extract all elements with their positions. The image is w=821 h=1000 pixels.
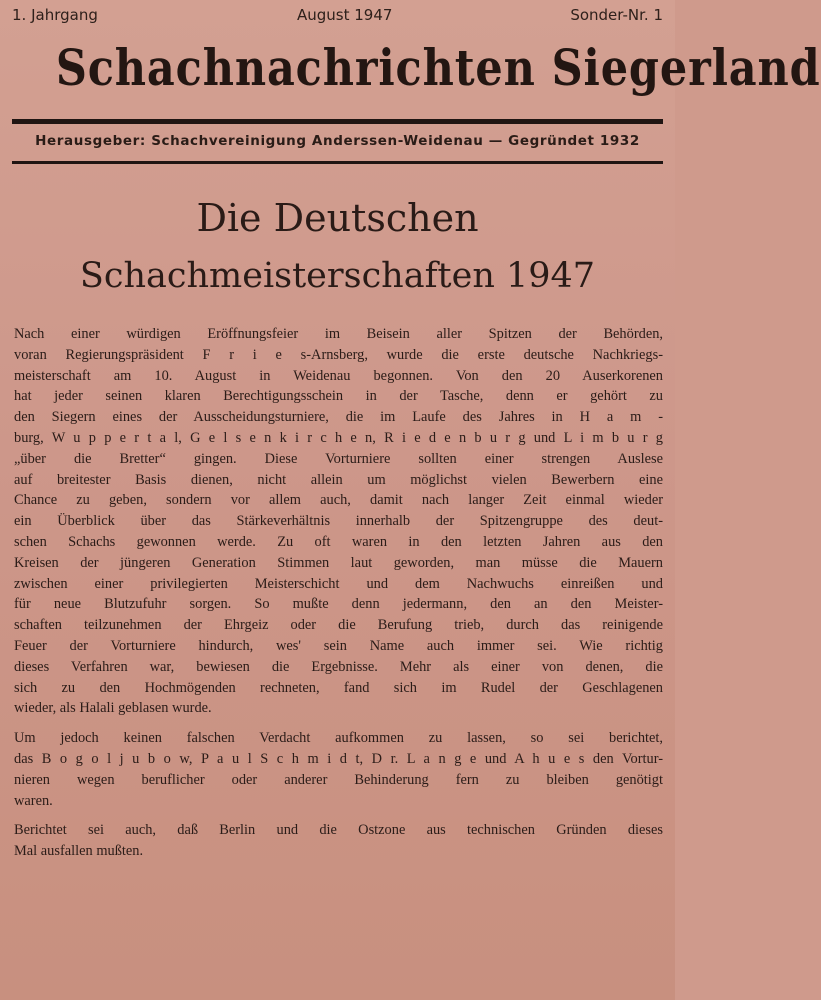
issue-number: Sonder-Nr. 1	[570, 6, 663, 24]
article-line: ein Überblick über das Stärkeverhältnis innerhalb der Spitzengruppe des deut-	[14, 513, 663, 530]
article-line: schen Schachs gewonnen werde. Zu oft waren in den letzten Jahren aus den	[14, 533, 663, 550]
article-paragraph	[14, 324, 663, 719]
headline-line-1: Die Deutschen	[196, 196, 479, 240]
article-paragraph	[14, 820, 663, 862]
article-line: sich zu den Hochmögenden rechneten, fand sich im Rudel der Geschlagenen	[14, 679, 663, 696]
article-line: zwischen einer privilegierten Meisterschicht und dem Nachwuchs einreißen und	[14, 575, 663, 592]
article-line: voran Regierungspräsident F r i e s-Arnsberg, wurde die erste deutsche Nachkriegs-	[14, 346, 663, 363]
article-line: Feuer der Vorturniere hindurch, wes' sein Name auch immer sei. Wie richtig	[14, 637, 663, 654]
masthead-title: Schachnachrichten Siegerland	[55, 38, 821, 97]
article-line: Um jedoch keinen falschen Verdacht aufkommen zu lassen, so sei berichtet,	[14, 730, 663, 747]
article-line: Nach einer würdigen Eröffnungsfeier im Beisein aller Spitzen der Behörden,	[14, 326, 663, 342]
article-line: Kreisen der jüngeren Generation Stimmen laut geworden, man müsse die Mauern	[14, 554, 663, 571]
paragraph-gap	[14, 811, 663, 820]
article-line: das B o g o l j u b o w, P a u l S c h m i d t, D r. L a n g e und A h u e s den Vortur-	[14, 750, 663, 767]
article-line: waren.	[14, 792, 53, 809]
article-line: Chance zu geben, sondern vor allem auch, damit nach langer Zeit einmal wieder	[14, 492, 663, 509]
headline-line-2: Schachmeisterschaften 1947	[79, 256, 596, 296]
article-line: burg, W u p p e r t a l, G e l s e n k i r c h e n, R i e d e n b u r g und L i m b u r g	[14, 429, 663, 446]
issue-info-bar	[12, 6, 663, 28]
article-line: nieren wegen beruflicher oder anderer Behinderung fern zu bleiben genötigt	[14, 771, 663, 788]
article-line: Berichtet sei auch, daß Berlin und die Ostzone aus technischen Gründen dieses	[14, 822, 663, 839]
article-line: auf breitester Basis dienen, nicht allein um möglichst vielen Bewerbern eine	[14, 471, 663, 488]
volume-label: 1. Jahrgang	[12, 6, 98, 24]
article-line: wieder, als Halali geblasen wurde.	[14, 700, 212, 717]
article-line: den Siegern eines der Ausscheidungsturniere, die im Laufe des Jahres in H a m -	[14, 409, 663, 426]
article-line: dieses Verfahren war, bewiesen die Ergebnisse. Mehr als einer von denen, die	[14, 658, 663, 675]
masthead-rule-bottom	[12, 161, 663, 164]
article-line: meisterschaft am 10. August in Weidenau begonnen. Von den 20 Auserkorenen	[14, 367, 663, 384]
article-body	[14, 324, 663, 862]
article-line: für neue Blutzufuhr sorgen. So mußte denn jedermann, den an den Meister-	[14, 596, 663, 613]
article-paragraph	[14, 728, 663, 811]
article-line: schaften teilzunehmen der Ehrgeiz oder die Berufung trieb, durch das reinigende	[14, 617, 663, 634]
article-line: Mal ausfallen mußten.	[14, 843, 144, 860]
article-line: hat jeder seinen klaren Berechtigungsschein in der Tasche, denn er gehört zu	[14, 388, 663, 405]
publisher-line: Herausgeber: Schachvereinigung Anderssen-Weidenau — Gegründet 1932	[35, 133, 640, 149]
masthead-rule-top	[12, 119, 663, 124]
paragraph-gap	[14, 719, 663, 728]
issue-date: August 1947	[297, 6, 393, 24]
article-line: „über die Bretter“ gingen. Diese Vorturniere sollten einer strengen Auslese	[14, 450, 663, 467]
